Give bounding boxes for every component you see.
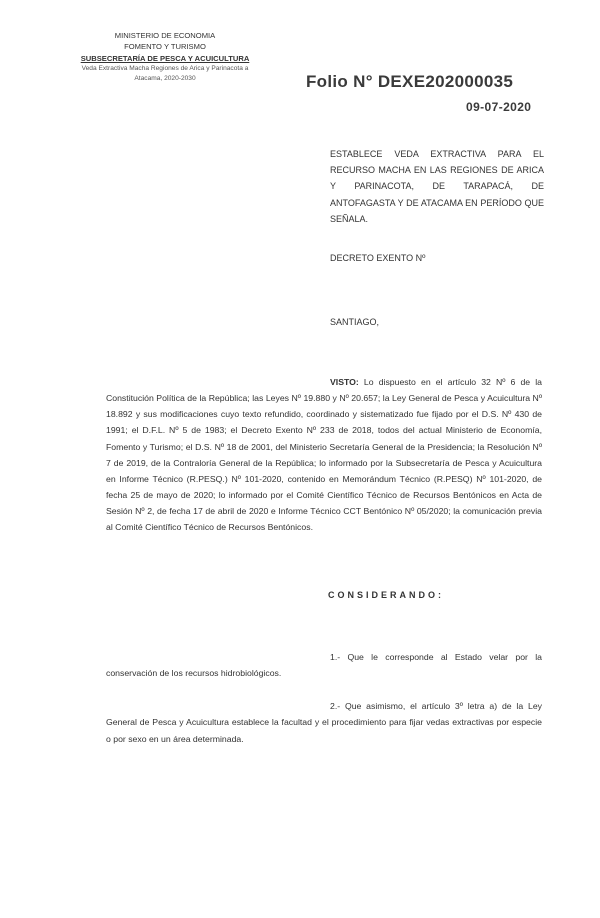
- folio-code: DEXE202000035: [377, 72, 514, 91]
- folio-number: [306, 72, 513, 92]
- folio-label: Folio N°: [306, 72, 373, 91]
- folio-date: 09-07-2020: [466, 100, 532, 114]
- visto-label: VISTO:: [330, 377, 359, 387]
- decree-number-label: DECRETO EXENTO Nº: [330, 253, 426, 263]
- ministry-line-1: MINISTERIO DE ECONOMIA: [114, 31, 216, 40]
- decree-place: SANTIAGO,: [330, 317, 380, 327]
- decree-subject: ESTABLECE VEDA EXTRACTIVA PARA EL RECURSO MACHA EN LAS REGIONES DE ARICA Y PARINACOTA, DE TARAPACÁ, DE ANTOFAGASTA Y DE ATACAMA EN PERÍODO QUE SEÑALA.: [330, 149, 544, 224]
- reference-line-1: Veda Extractiva Macha Regiones de Arica y Parinacota a: [81, 65, 249, 73]
- considerando-item-2: 2.- Que asimismo, el artículo 3º letra a) de la Ley General de Pesca y Acuicultura establece la facultad y el procedimiento para fijar vedas extractivas por especie o por sexo en un área determinada.: [106, 701, 542, 744]
- issuer-header: [52, 30, 278, 84]
- considerando-item-1: 1.- Que le corresponde al Estado velar por la conservación de los recursos hidrobiológicos.: [106, 652, 542, 679]
- ministry-line-2: FOMENTO Y TURISMO: [124, 42, 206, 52]
- subsecretaria-title: SUBSECRETARÍA DE PESCA Y ACUICULTURA: [80, 53, 250, 63]
- considerando-heading: CONSIDERANDO:: [328, 590, 445, 600]
- reference-line-2: Atacama, 2020-2030: [134, 75, 196, 83]
- visto-paragraph: [106, 374, 542, 536]
- visto-text: Lo dispuesto en el artículo 32 Nº 6 de la Constitución Política de la República; las Leyes Nº 19.880 y Nº 20.657; la Ley General de Pesca y Acuicultura Nº 18.892 y sus modificaciones cuyo texto refundido, coordinado y sistematizado fue fijado por el D.S. Nº 430 de 1991; el D.F.L. Nº 5 de 1983; el Decreto Exento Nº 233 de 2018, todos del actual Ministerio de Economía, Fomento y Turismo; el D.S. Nº 18 de 2001, del Ministerio Secretaría General de la Presidencia; la Resolución Nº 7 de 2019, de la Contraloría General de la República; lo informado por la Subsecretaría de Pesca y Acuicultura en Informe Técnico (R.PESQ.) Nº 101-2020, contenido en Memorándum Técnico (R.PESQ) Nº 101-2020, de fecha 25 de mayo de 2020; lo informado por el Comité Científico Técnico de Recursos Bentónicos en Acta de Sesión Nº 2, de fecha 17 de abril de 2020 e Informe Técnico CCT Bentónico Nº 05/2020; la comunicación previa al Comité Científico Técnico de Recursos Bentónicos.: [106, 377, 542, 533]
